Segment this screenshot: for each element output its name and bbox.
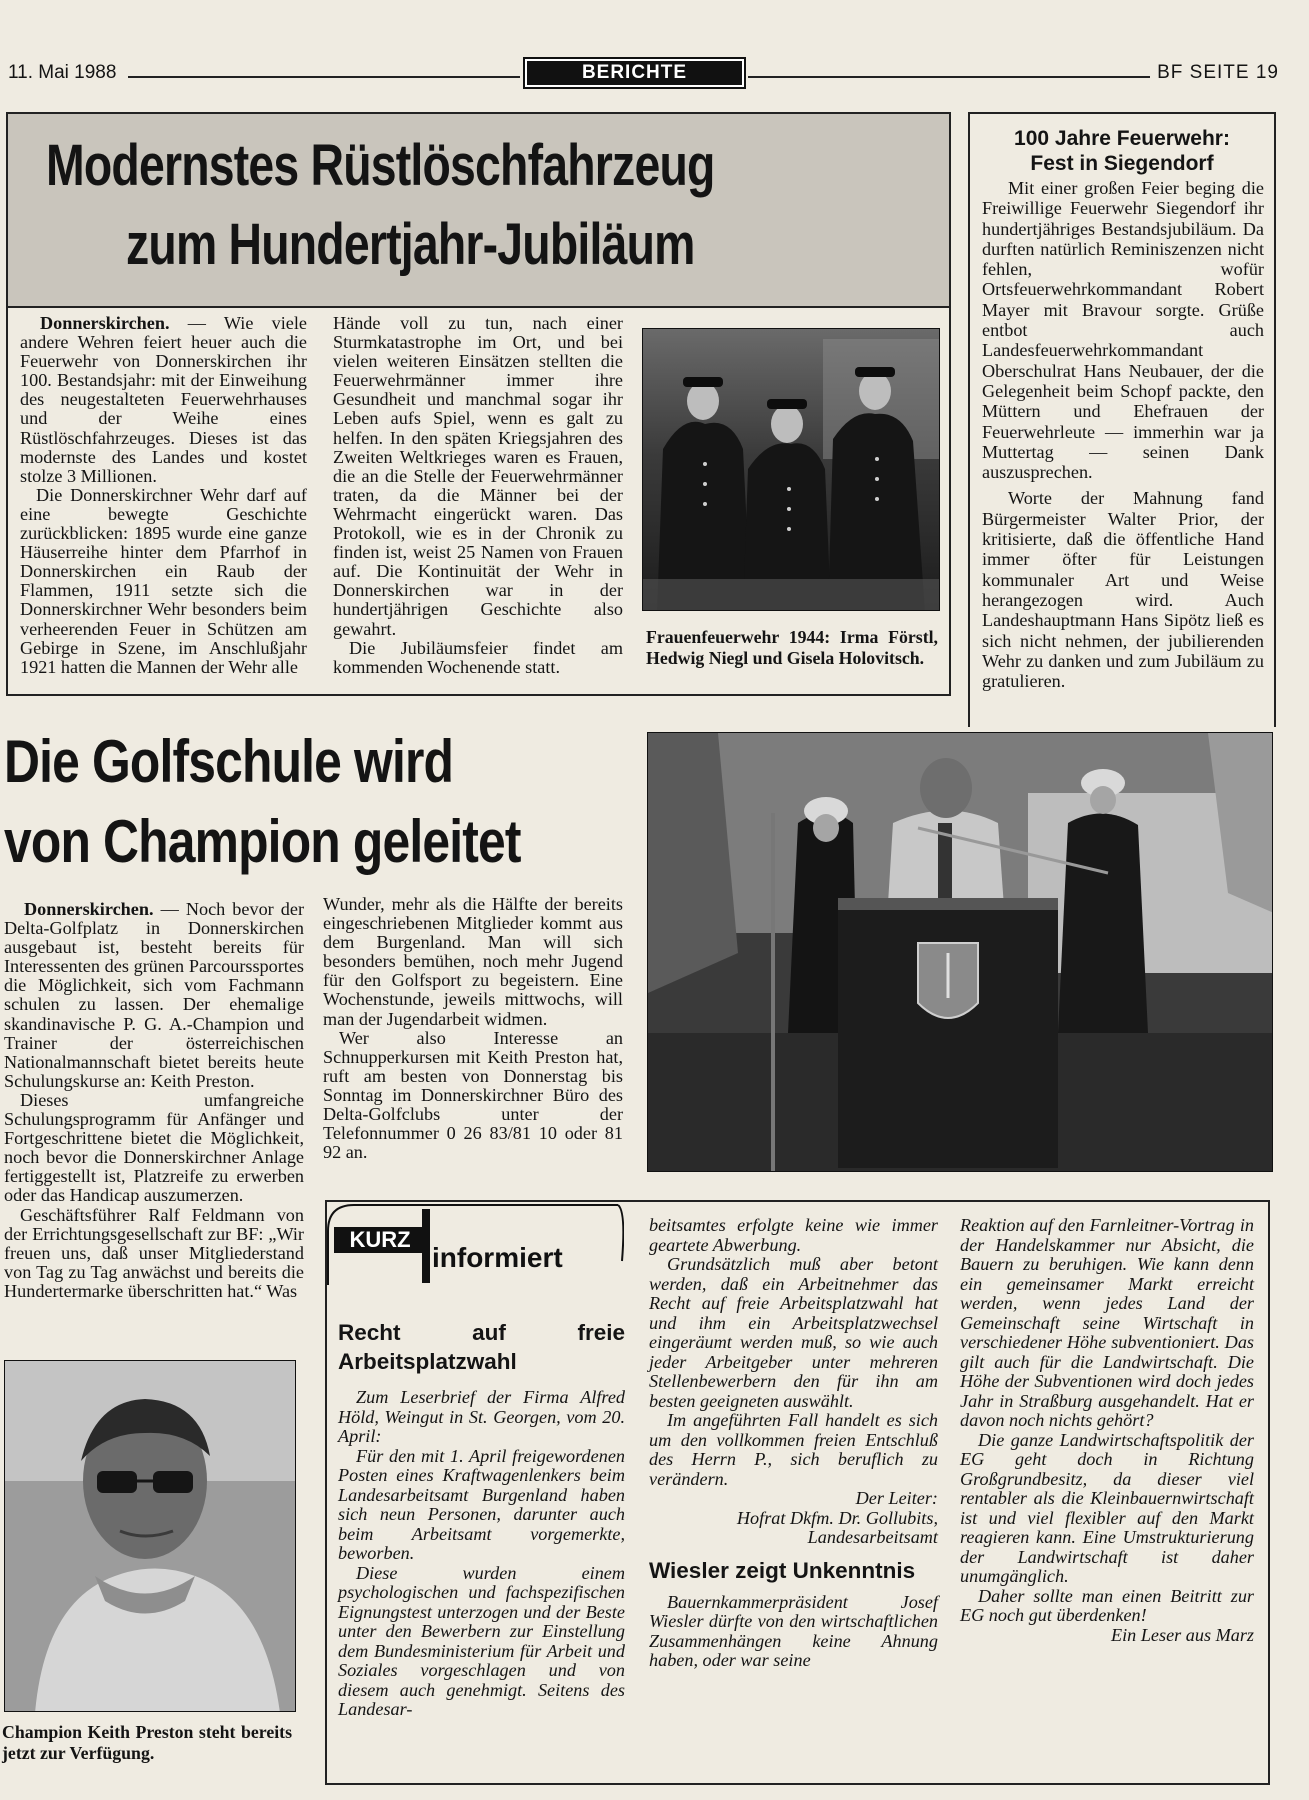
kurz-informiert-logo (326, 1201, 624, 1287)
kurz-signature-name: Hofrat Dkfm. Dr. Gollubits, (736, 1507, 938, 1528)
headline-firetruck-line1: Modernstes Rüstlöschfahrzeug (46, 133, 715, 198)
kurz-title-arbeitsplatzwahl: Recht auf freie Arbeitsplatzwahl (338, 1320, 625, 1374)
caption-keith-preston: Champion Keith Preston steht bereits jetzt zur Verfügung. (2, 1722, 292, 1763)
section-label: BERICHTE (523, 57, 746, 89)
sidebar-siegendorf (968, 112, 1276, 727)
article-golf-col2: Wunder, mehr als die Hälfte der bereits eingeschriebenen Mitglieder kommt aus dem Burgenland. Man will sich besonders bemühen, noch mehr Jugend für den Golfsport zu begeistern. Eine Wochenstunde, jeweils mittwochs, will man der Jugendarbeit widmen. Wer also Interesse an Schnupperkursen mit Keith Preston hat, ruft am besten von Donnerstag bis Sonntag im Donnerskirchner Büro des Delta-Golfclubs unter der Telefonnummer 0 26 83/81 10 oder 81 92 an. (323, 894, 623, 1163)
kurz-signature-office: Landesarbeitsamt (807, 1527, 938, 1547)
article-firetruck-col1: Donnerskirchen. — Wie viele andere Wehren feiert heuer auch die Feuerwehr von Donnerskirchen ihr 100. Bestandsjahr: mit der Einweihung des neugestalteten Feuerwehrhauses und der Weihe eines Rüstlöschfahrzeuges. Dieses ist das modernste des Landes und kostet stolze 3 Millionen. Die Donnerskirchner Wehr darf auf eine bewegte Geschichte zurückblicken: 1895 wurde eine ganze Häuserreihe hinter dem Pfarrhof in Donnerskirchen ein Raub der Flammen, 1911 setzte sich die Donnerskirchner Wehr besonders beim verheerenden Feuer in Schützen am Gebirge in Szene, im Anschlußjahr 1921 hatten die Mannen der Wehr alle (20, 313, 307, 677)
caption-women-firefighters: Frauenfeuerwehr 1944: Irma Förstl, Hedwig Niegl und Gisela Holovitsch. (646, 627, 938, 668)
kurz-col1: Recht auf freie Arbeitsplatzwahl Zum Leserbrief der Firma Alfred Höld, Weingut in St. Georgen, vom 20. April: Für den mit 1. April freigewordenen Posten eines Kraftwagenlenkers beim Landesarbeitsamt Burgenland haben sich neun Personen, darunter auch beim Arbeitsamt vorgemerkte, beworben. Diese wurden einem psychologischen und fachspezifischen Eignungstest unterzogen und der Beste unter den Bewerbern zur Einstellung dem Bundesministerium für Arbeit und Soziales vorgeschlagen und von diesem auch genehmigt. Seitens des Landesar- (338, 1320, 625, 1719)
dateline: Donnerskirchen. (40, 313, 170, 333)
photo-keith-preston-image (5, 1361, 296, 1712)
photo-keith-preston (4, 1360, 296, 1712)
photo-women-firefighters-image (643, 329, 940, 611)
photo-speaker-podium (647, 732, 1273, 1172)
header-rule-right (748, 76, 1150, 78)
headline-box-firetruck (6, 112, 951, 308)
photo-speaker-podium-image (648, 733, 1273, 1172)
kurz-col2: beitsamtes erfolgte keine wie immer geartete Abwerbung. Grundsätzlich muß aber betont werden, daß ein Arbeitnehmer das Recht auf freie Arbeitsplatzwahl hat und ihm ein Arbeitsplatzwechsel eingeräumt werden muß, so wie auch jeder Arbeitgeber unter mehreren Stellenbewerbern den für ihn am besten geeigneten auswählt. Im angeführten Fall handelt es sich um den vollkommen freien Entschluß des Herrn P., sich beruflich zu verändern. Der Leiter: Hofrat Dkfm. Dr. Gollubits, Landesarbeitsamt Wiesler zeigt Unkenntnis Bauernkammerpräsident Josef Wiesler dürfte von den wirtschaftlichen Zusammenhängen keine Ahnung haben, oder war seine (649, 1215, 938, 1670)
kurz-title-wiesler: Wiesler zeigt Unkenntnis (649, 1557, 916, 1583)
dateline: Donnerskirchen. (24, 899, 154, 919)
kurz-logo-word1: KURZ (334, 1227, 426, 1253)
kurz-logo-bar (422, 1209, 430, 1283)
sidebar-body: Mit einer großen Feier beging die Freiwillige Feuerwehr Siegendorf ihr hundertjähriges Bestandsjubiläum. Da durften natürlich Reminiszenzen nicht fehlen, wofür Ortsfeuerwehrkommandant Robert Mayer mit Bravour sorgte. Grüße entbot auch Landesfeuerwehrkommandant Oberschulrat Hans Neubauer, der die Gelegenheit beim Schopf packte, den Müttern und Ehefrauen der Feuerwehrleute — immerhin war ja Muttertag — seinen Dank auszusprechen. Worte der Mahnung fand Bürgermeister Walter Prior, der kritisierte, daß die öffentliche Hand immer öfter für Leistungen kommunaler Art und Weise herangezogen wird. Auch Landeshauptmann Hans Sipötz ließ es sich nicht nehmen, der jubilierenden Wehr zu danken und zum Jubiläum zu gratulieren. (982, 178, 1264, 692)
article-firetruck-col2: Hände voll zu tun, nach einer Sturmkatastrophe im Ort, und bei vielen weiteren Einsätzen stellten die Feuerwehrmänner immer ihre Gesundheit und manchmal sogar ihr Leben aufs Spiel, wenn es galt zu helfen. In den späten Kriegsjahren des Zweiten Weltkrieges waren es Frauen, die an die Stelle der Feuerwehrmänner traten, da die Männer bei der Wehrmacht eingerückt waren. Das Protokoll, wie es in der Chronik zu finden ist, weist 25 Namen von Frauen auf. Die Kontinuität der Wehr in Donnerskirchen war in der hundertjährigen Geschichte also gewahrt. Die Jubiläumsfeier findet am kommenden Wochenende statt. (333, 313, 623, 677)
kurz-logo-word2: informiert (432, 1242, 563, 1273)
header-rule-left (128, 76, 520, 78)
kurz-signature-leiter: Der Leiter: (855, 1488, 938, 1508)
issue-date: 11. Mai 1988 (8, 62, 117, 83)
article-golf-col1: Donnerskirchen. — Noch bevor der Delta-Golfplatz in Donnerskirchen ausgebaut ist, besteht bereits für Interessenten des grünen Parcourssportes die Möglichkeit, sich vom Fachmann schulen zu lassen. Der ehemalige skandinavische P. G. A.-Champion und Trainer der österreichischen Nationalmannschaft bietet bereits heute Schulungskurse an: Keith Preston. Dieses umfangreiche Schulungsprogramm für Anfänger und Fortgeschrittene bietet die Möglichkeit, noch bevor die Donnerskirchner Anlage fertiggestellt ist, Platzreife zu erwerben oder das Handicap auszumerzen. Geschäftsführer Ralf Feldmann von der Errichtungsgesellschaft zur BF: „Wir freuen uns, daß unser Mitgliederstand von Tag zu Tag anwächst und bereits die Hundertermarke überschritten hat.“ Was (4, 899, 305, 1301)
sidebar-title: 100 Jahre Feuerwehr: Fest in Siegendorf (1014, 127, 1230, 175)
headline-golf-line2: von Champion geleitet (4, 808, 521, 875)
photo-women-firefighters-1944 (642, 328, 940, 611)
kurz-reader-signature: Ein Leser aus Marz (1111, 1624, 1254, 1645)
page-number: BF SEITE 19 (1157, 62, 1279, 83)
headline-golf-line1: Die Golfschule wird (4, 728, 454, 795)
headline-firetruck-line2: zum Hundertjahr-Jubiläum (126, 212, 695, 277)
kurz-col3: Reaktion auf den Farnleitner-Vortrag in der Handelskammer nur Absicht, die Bauern zu beruhigen. Wie kann denn ein gemeinsamer Markt erreicht werden, wenn jedes Land der Gemeinschaft seine Wirtschaft in verschiedener Höhe subventioniert. Das gilt auch für die Landwirtschaft. Die Höhe der Subventionen wird doch jedes Jahr in Straßburg ausgehandelt. Hat er davon noch nichts gehört? Die ganze Landwirtschaftspolitik der EG geht doch in Richtung Großgrundbesitz, da dieser viel rentabler als die Kleinbauernwirtschaft ist und viel flexibler auf den Markt reagieren kann. Eine Umstrukturierung der Landwirtschaft ist daher unumgänglich. Daher sollte man einen Beitritt zur EG noch gut überdenken! Ein Leser aus Marz (960, 1215, 1254, 1645)
